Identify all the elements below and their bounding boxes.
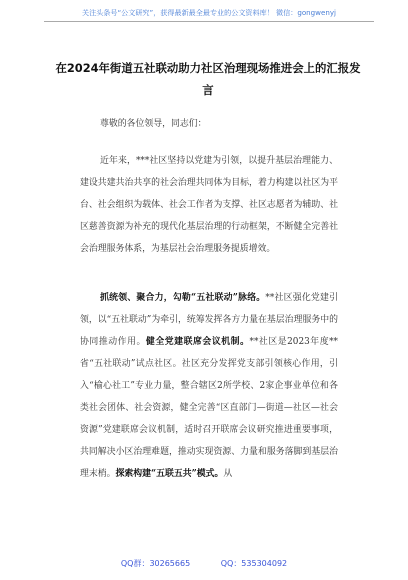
paragraph-subheading: 健全党建联席会议机制。: [145, 337, 250, 347]
paragraph-text: **社区强化党建引领，以“五社联动”为牵引，统筹发挥各方力量在基层治理服务中的协同推动作用。: [80, 293, 338, 347]
header-note: 关注头条号“公文研究”，获得最新最全最专业的公文资料库！ 微信：gongwenyj: [82, 8, 336, 17]
greeting: 尊敬的各位领导，同志们：: [100, 119, 207, 129]
paragraph-five-society: [80, 287, 338, 485]
header-divider: [44, 21, 374, 22]
footer-qq-group: QQ群：30265665: [120, 559, 191, 568]
footer: [0, 558, 408, 569]
document-title: 在2024年街道五社联动助力社区治理现场推进会上的汇报发言: [55, 61, 361, 97]
paragraph-text: 从: [223, 469, 233, 479]
footer-qq: QQ：535304092: [220, 559, 288, 568]
paragraph-subheading: 探索构建“五联五共”模式。: [115, 469, 224, 479]
paragraph-text: **社区是2023年度**省“五社联动”试点社区。社区充分发挥党支部引领核心作用，引入“榆心社工”专业力量，整合辖区2所学校、2家企事业单位和各类社会团体、社会资源，健全完善“区直部门—街道—社区—社会资源”党建联席会议机制，适时召开联席会议研究推进重要事项，共同解决小区治理难题，推动实现资源、力量和服务落脚到基层治理末梢。: [80, 337, 338, 479]
paragraph-lead-heading: 抓统领、聚合力，勾勒“五社联动”脉络。: [100, 293, 266, 303]
paragraph-intro: 近年来，***社区坚持以党建为引领，以提升基层治理能力、建设共建共治共享的社会治理共同体为目标，着力构建以社区为平台、社会组织为载体、社会工作者为支撑、社区志愿者为辅助、社区慈善资源为补充的现代化基层治理的行动框架，不断健全完善社会治理服务体系，为基层社会治理服务提质增效。: [80, 156, 338, 254]
